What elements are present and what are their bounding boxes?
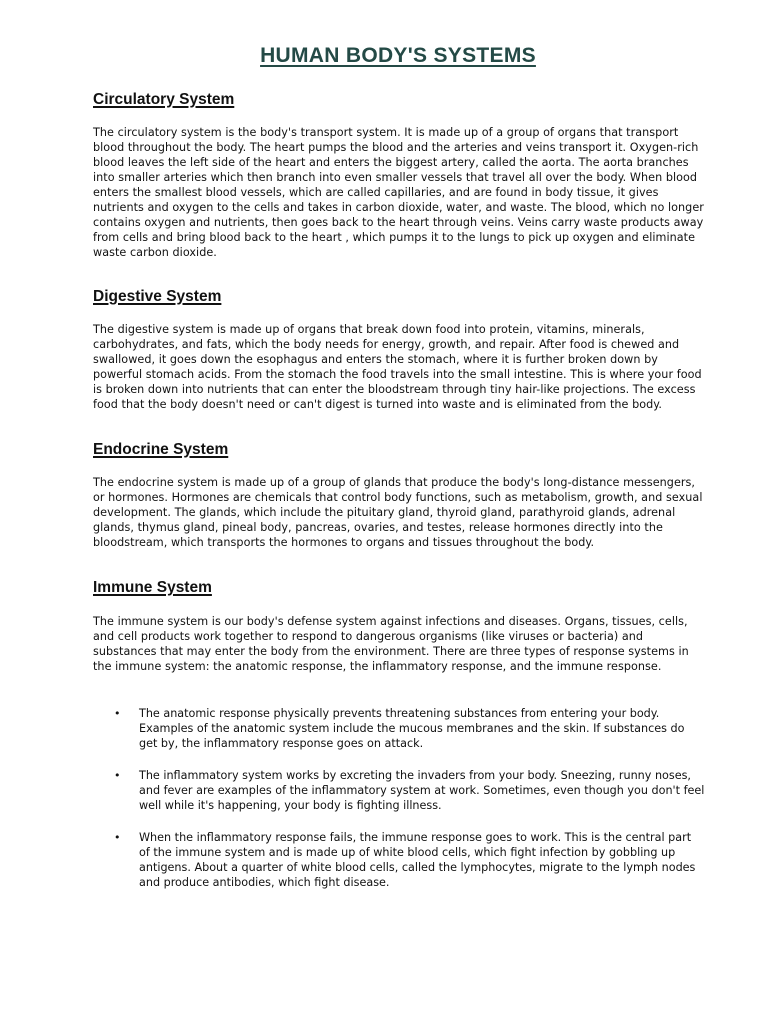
list-item bbox=[93, 830, 705, 890]
immune-response-list bbox=[93, 706, 705, 907]
section-heading-digestive: Digestive System bbox=[93, 288, 222, 305]
list-item bbox=[93, 706, 705, 751]
section-text-circulatory: The circulatory system is the body's transport system. It is made up of a group of organs that transport blood throughout the body. The heart pumps the blood and the arteries and veins transport it. Oxygen-rich blood leaves the left side of the heart and enters the biggest artery, called the aorta. The aorta branches into smaller arteries which then branch into even smaller vessels that travel all over the body. When blood enters the smallest blood vessels, which are called capillaries, and are found in body tissue, it gives nutrients and oxygen to the cells and takes in carbon dioxide, water, and waste. The blood, which no longer contains oxygen and nutrients, then goes back to the heart through veins. Veins carry waste products away from cells and bring blood back to the heart , which pumps it to the lungs to pick up oxygen and eliminate waste carbon dioxide. bbox=[93, 126, 704, 259]
section-heading-circulatory: Circulatory System bbox=[93, 91, 235, 108]
list-item-text: When the inflammatory response fails, the immune response goes to work. This is the central part of the immune system and is made up of white blood cells, which fight infection by gobbling up antigens. About a quarter of white blood cells, called the lymphocytes, migrate to the lymph nodes and produce antibodies, which fight disease. bbox=[139, 831, 696, 889]
list-item-text: The inflammatory system works by excreting the invaders from your body. Sneezing, runny noses, and fever are examples of the inflammatory system at work. Sometimes, even though you don't feel well while it's happening, your body is fighting illness. bbox=[139, 769, 705, 812]
bullet-icon: • bbox=[114, 769, 121, 782]
section-heading-immune: Immune System bbox=[93, 579, 212, 596]
list-item-text: The anatomic response physically prevents threatening substances from entering your body. Examples of the anatomic system include the mucous membranes and the skin. If substances do get by, the inflammatory response goes on attack. bbox=[139, 707, 685, 750]
document-title: HUMAN BODY'S SYSTEMS bbox=[260, 44, 536, 67]
bullet-icon: • bbox=[114, 831, 121, 844]
section-text-immune: The immune system is our body's defense system against infections and diseases. Organs, tissues, cells, and cell products work together to respond to dangerous organisms (like viruses or bacteria) and substances that may enter the body from the environment. There are three types of response systems in the immune system: the anatomic response, the inflammatory response, and the immune response. bbox=[93, 615, 689, 673]
section-text-digestive: The digestive system is made up of organs that break down food into protein, vitamins, minerals, carbohydrates, and fats, which the body needs for energy, growth, and repair. After food is chewed and swallowed, it goes down the esophagus and enters the stomach, where it is further broken down by powerful stomach acids. From the stomach the food travels into the small intestine. This is where your food is broken down into nutrients that can enter the bloodstream through tiny hair-like projections. The excess food that the body doesn't need or can't digest is turned into waste and is eliminated from the body. bbox=[93, 323, 702, 411]
section-heading-endocrine: Endocrine System bbox=[93, 441, 229, 458]
section-text-endocrine: The endocrine system is made up of a group of glands that produce the body's long-distance messengers, or hormones. Hormones are chemicals that control body functions, such as metabolism, growth, and sexual development. The glands, which include the pituitary gland, thyroid gland, parathyroid glands, adrenal glands, thymus gland, pineal body, pancreas, ovaries, and testes, release hormones directly into the bloodstream, which transports the hormones to organs and tissues throughout the body. bbox=[93, 476, 703, 549]
bullet-icon: • bbox=[114, 707, 121, 720]
list-item bbox=[93, 768, 705, 813]
